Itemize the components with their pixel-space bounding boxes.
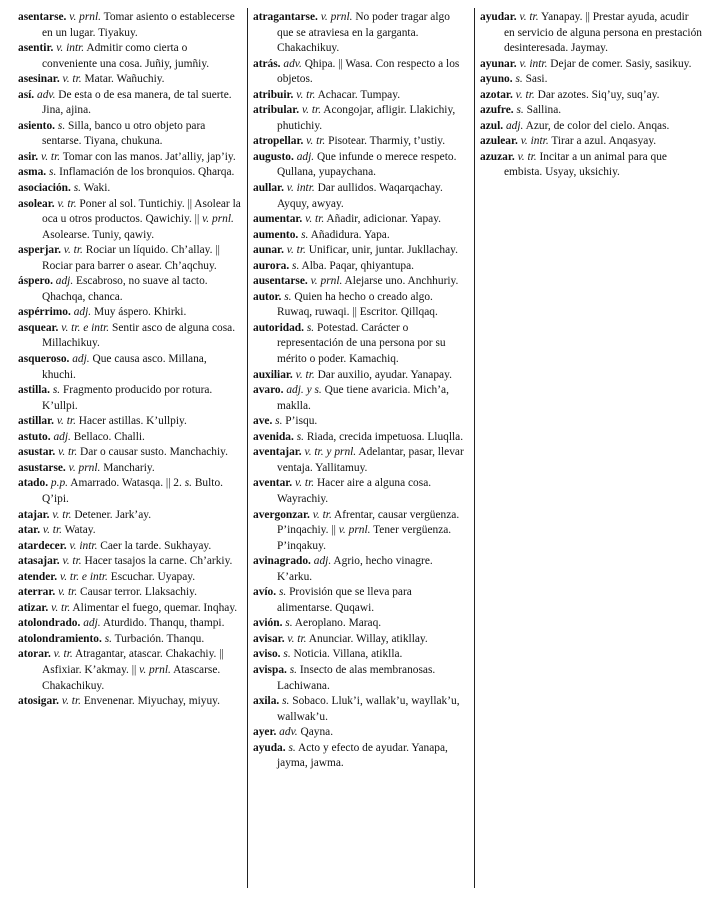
definition-text: Que causa asco. Millana, khuchi. xyxy=(42,353,207,381)
headword: atorar. xyxy=(18,648,51,661)
dictionary-entry xyxy=(18,632,242,648)
grammar-tag: adj. xyxy=(505,119,524,132)
headword: aullar. xyxy=(253,182,284,195)
grammar-tag: v. tr. xyxy=(57,197,77,210)
grammar-tag: s. xyxy=(306,321,315,334)
grammar-tag: adv. xyxy=(37,88,56,101)
definition-text: Hacer aire a alguna cosa. Wayrachiy. xyxy=(277,477,432,505)
definition-text: Asolearse. Tuniy, qawiy. xyxy=(42,228,155,241)
grammar-tag: v. prnl. xyxy=(139,663,171,676)
grammar-tag: v. tr. xyxy=(42,524,62,537)
dictionary-entry xyxy=(253,414,469,430)
grammar-tag: v. tr. xyxy=(305,213,325,226)
definition-text: De esta o de esa manera, de tal suerte. Jina, ajina. xyxy=(42,88,232,117)
headword: asentarse. xyxy=(18,11,67,23)
definition-text: Achacar. Tumpay. xyxy=(315,88,401,101)
dictionary-entry xyxy=(253,274,469,290)
headword: autoridad. xyxy=(253,321,304,334)
headword: atar. xyxy=(18,524,41,537)
definition-text: Bulto. Q’ipi. xyxy=(42,477,223,505)
grammar-tag: v. prnl. xyxy=(69,11,102,23)
dictionary-entry xyxy=(18,383,242,414)
headword: avergonzar. xyxy=(253,508,310,521)
dictionary-entry xyxy=(253,508,469,555)
grammar-tag: s. xyxy=(52,384,61,397)
definition-text: Hacer tasajos la carne. Ch’arkiy. xyxy=(81,555,233,568)
definition-text: Poner al sol. Tuntichiy. || Asolear la oca u otros productos. Qawichiy. || xyxy=(42,197,241,226)
headword: azul. xyxy=(480,119,504,132)
dictionary-entry xyxy=(480,10,702,57)
headword: asesinar. xyxy=(18,73,60,86)
dictionary-entry xyxy=(253,228,469,244)
dictionary-entry xyxy=(480,134,702,150)
headword: avenida. xyxy=(253,430,294,443)
definition-text: Añadidura. Yapa. xyxy=(308,228,390,241)
definition-text: P’isqu. xyxy=(282,415,318,428)
headword: atropellar. xyxy=(253,135,304,148)
headword: aunar. xyxy=(253,244,284,257)
definition-text: Escuchar. Uyapay. xyxy=(107,570,196,583)
definition-text: Quien ha hecho o creado algo. Ruwaq, ruwaqi. || Escritor. Qillqaq. xyxy=(277,290,438,319)
headword: asir. xyxy=(18,150,39,163)
dictionary-entry xyxy=(18,570,242,586)
dictionary-entry xyxy=(253,290,469,321)
dictionary-entry xyxy=(253,554,469,585)
grammar-tag: adj. xyxy=(73,306,92,319)
definition-text: Agrio, hecho vinagre. K’arku. xyxy=(277,555,433,583)
dictionary-entry xyxy=(18,88,242,119)
grammar-tag: v. tr. xyxy=(61,695,81,708)
definition-text: Amarrado. Watasqa. || 2. xyxy=(68,477,185,490)
grammar-tag: v. tr. xyxy=(287,632,307,645)
headword: ayuda. xyxy=(253,741,286,754)
dictionary-entry xyxy=(253,103,469,134)
definition-text: Tirar a azul. Anqasyay. xyxy=(548,135,657,148)
definition-text: Insecto de alas membranosas. Lachiwana. xyxy=(277,663,436,692)
dictionary-entry xyxy=(18,72,242,88)
grammar-tag: v. tr. xyxy=(63,244,83,257)
grammar-tag: v. tr. xyxy=(301,104,322,117)
grammar-tag: s. xyxy=(292,259,300,272)
grammar-tag: v. intr. xyxy=(56,42,85,55)
definition-text: Noticia. Villana, atiklla. xyxy=(290,648,403,661)
definition-text: Bellaco. Challi. xyxy=(70,430,145,443)
headword: así. xyxy=(18,88,35,101)
headword: autor. xyxy=(253,290,282,303)
grammar-tag: v. intr. xyxy=(286,182,315,195)
headword: atrás. xyxy=(253,57,281,70)
definition-text: No poder tragar algo que se atraviesa en la garganta. Chakachikuy. xyxy=(277,11,450,55)
dictionary-entry xyxy=(253,476,469,507)
definition-text: Detener. Jark’ay. xyxy=(71,508,152,521)
dictionary-entry xyxy=(18,601,242,617)
dictionary-entry xyxy=(253,212,469,228)
dictionary-entry xyxy=(18,197,242,244)
dictionary-entry xyxy=(253,150,469,181)
headword: atardecer. xyxy=(18,539,67,552)
headword: atado. xyxy=(18,477,49,490)
definition-text: Dar aullidos. Waqarqachay. Ayquy, awyay. xyxy=(277,182,443,210)
headword: avaro. xyxy=(253,384,284,397)
grammar-tag: adj. xyxy=(313,555,332,568)
column-2 xyxy=(253,10,469,772)
headword: astillar. xyxy=(18,415,54,428)
headword: asustarse. xyxy=(18,461,66,474)
column-divider-1 xyxy=(247,8,248,888)
grammar-tag: adj. xyxy=(296,150,315,163)
dictionary-entry xyxy=(18,150,242,166)
grammar-tag: v. prnl. xyxy=(338,524,371,537)
definition-text: Hacer astillas. K’ullpiy. xyxy=(75,415,187,428)
headword: asustar. xyxy=(18,446,56,459)
dictionary-entry xyxy=(18,616,242,632)
headword: azulear. xyxy=(480,135,518,148)
definition-text: Alejarse uno. Anchhuriy. xyxy=(342,275,459,288)
grammar-tag: s. xyxy=(49,166,57,179)
dictionary-entry xyxy=(18,539,242,555)
grammar-tag: v. tr. xyxy=(62,555,82,568)
headword: ayuno. xyxy=(480,73,513,86)
headword: asquear. xyxy=(18,321,59,334)
dictionary-entry xyxy=(253,383,469,414)
headword: atribuir. xyxy=(253,88,294,101)
grammar-tag: s. xyxy=(296,430,304,443)
definition-text: Incitar a un animal para que embista. Usyay, uksichiy. xyxy=(504,150,667,179)
definition-text: Turbación. Thanqu. xyxy=(112,632,205,645)
definition-text: Atragantar, atascar. Chakachiy. || Asfixiar. K’akmay. || xyxy=(42,648,224,676)
grammar-tag: adj. y s. xyxy=(286,384,322,397)
dictionary-entry xyxy=(18,647,242,694)
definition-text: Azur, de color del cielo. Anqas. xyxy=(523,119,670,132)
dictionary-entry xyxy=(253,725,469,741)
definition-text: Dar azotes. Siq’uy, suq’ay. xyxy=(534,88,660,101)
dictionary-entry xyxy=(18,414,242,430)
headword: astilla. xyxy=(18,384,50,397)
headword: asentir. xyxy=(18,42,54,55)
grammar-tag: v. tr. xyxy=(62,73,82,86)
dictionary-entry xyxy=(18,430,242,446)
headword: ayunar. xyxy=(480,57,517,70)
dictionary-entry xyxy=(480,57,702,73)
headword: avión. xyxy=(253,617,283,630)
dictionary-entry xyxy=(18,523,242,539)
headword: ayudar. xyxy=(480,11,517,23)
definition-text: Alba. Paqar, qhiyantupa. xyxy=(299,259,415,272)
dictionary-entry xyxy=(253,368,469,384)
definition-text: Watay. xyxy=(62,524,96,537)
dictionary-entry xyxy=(18,321,242,352)
headword: aviso. xyxy=(253,648,281,661)
definition-text: Acongojar, afligir. Llakichiy, phutichiy. xyxy=(277,104,456,132)
definition-text: Dejar de comer. Sasiy, sasikuy. xyxy=(547,57,692,70)
headword: atajar. xyxy=(18,508,50,521)
grammar-tag: v. intr. xyxy=(519,57,548,70)
dictionary-entry xyxy=(18,181,242,197)
headword: atender. xyxy=(18,570,58,583)
dictionary-entry xyxy=(18,274,242,305)
definition-text: Manchariy. xyxy=(100,461,155,474)
grammar-tag: v. tr. xyxy=(295,368,315,381)
headword: aumentar. xyxy=(253,213,303,226)
definition-text: Matar. Wañuchiy. xyxy=(81,73,165,86)
grammar-tag: v. tr. xyxy=(517,150,537,163)
grammar-tag: s. xyxy=(282,695,290,708)
grammar-tag: adv. xyxy=(279,726,298,739)
grammar-tag: p.p. xyxy=(50,477,69,490)
definition-text: Afrentar, causar vergüenza. P’inqachiy. || xyxy=(277,508,460,537)
definition-text: Alimentar el fuego, quemar. Inqhay. xyxy=(70,601,238,614)
grammar-tag: v. tr. xyxy=(52,508,72,521)
dictionary-entry xyxy=(18,476,242,507)
grammar-tag: s. xyxy=(301,228,309,241)
grammar-tag: s. xyxy=(516,104,524,117)
dictionary-entry xyxy=(253,647,469,663)
definition-text: Causar terror. Llaksachiy. xyxy=(77,586,197,599)
grammar-tag: v. tr. xyxy=(56,415,76,428)
headword: atolondrado. xyxy=(18,617,81,630)
dictionary-entry xyxy=(18,508,242,524)
headword: atosigar. xyxy=(18,695,60,708)
definition-text: Sallina. xyxy=(523,104,562,117)
grammar-tag: v. tr. xyxy=(286,244,306,257)
dictionary-entry xyxy=(253,585,469,616)
grammar-tag: v. tr. xyxy=(515,88,535,101)
dictionary-entry xyxy=(18,585,242,601)
grammar-tag: v. tr. xyxy=(306,135,326,148)
definition-text: Potestad. Carácter o representación de una persona por su mérito o poder. Kamachiq. xyxy=(277,321,446,366)
definition-text: Acto y efecto de ayudar. Yanapa, jayma, jawma. xyxy=(277,741,448,770)
definition-text: Unificar, unir, juntar. Jukllachay. xyxy=(305,244,458,257)
dictionary-entry xyxy=(18,165,242,181)
dictionary-entry xyxy=(253,134,469,150)
definition-text: Admitir como cierta o conveniente una cosa. Juñiy, jumñiy. xyxy=(42,42,210,70)
grammar-tag: v. prnl. xyxy=(202,213,234,226)
dictionary-entry xyxy=(18,119,242,150)
headword: asolear. xyxy=(18,197,55,210)
grammar-tag: s. xyxy=(275,415,283,428)
headword: aterrar. xyxy=(18,586,56,599)
dictionary-entry xyxy=(253,321,469,368)
definition-text: Rociar un líquido. Ch’allay. || Rociar para barrer o asear. Ch’aqchuy. xyxy=(42,244,220,272)
grammar-tag: v. tr. xyxy=(296,88,316,101)
grammar-tag: v. tr. e intr. xyxy=(61,321,110,334)
headword: áspero. xyxy=(18,275,53,288)
definition-text: Tomar con las manos. Jat’alliy, jap’iy. xyxy=(60,150,236,163)
headword: aventajar. xyxy=(253,446,302,459)
grammar-tag: s. xyxy=(57,119,66,132)
dictionary-entry xyxy=(253,259,469,275)
dictionary-entry xyxy=(480,88,702,104)
grammar-tag: v. tr. xyxy=(53,648,73,661)
grammar-tag: s. xyxy=(184,477,192,490)
headword: aventar. xyxy=(253,477,293,490)
definition-text: Waki. xyxy=(80,182,111,195)
headword: azuzar. xyxy=(480,150,515,163)
grammar-tag: s. xyxy=(515,73,523,86)
definition-text: Inflamación de los bronquios. Qharqa. xyxy=(56,166,235,179)
headword: ausentarse. xyxy=(253,275,308,288)
headword: ave. xyxy=(253,415,273,428)
definition-text: Que infunde o merece respeto. Qullana, yupaychana. xyxy=(277,150,457,179)
definition-text: Provisión que se lleva para alimentarse. Quqawi. xyxy=(277,586,412,614)
headword: avío. xyxy=(253,586,277,599)
grammar-tag: adj. xyxy=(55,275,74,288)
headword: axila. xyxy=(253,695,280,708)
grammar-tag: v. tr. xyxy=(51,601,71,614)
grammar-tag: s. xyxy=(285,617,293,630)
definition-text: Anunciar. Willay, atikllay. xyxy=(306,632,428,645)
headword: aumento. xyxy=(253,228,299,241)
grammar-tag: v. tr. xyxy=(519,11,539,23)
headword: astuto. xyxy=(18,430,51,443)
dictionary-entry xyxy=(253,430,469,446)
dictionary-entry xyxy=(18,41,242,72)
definition-text: Sasi. xyxy=(522,73,548,86)
definition-text: Aturdido. Thanqu, thampi. xyxy=(100,617,225,630)
grammar-tag: s. xyxy=(288,741,296,754)
headword: atasajar. xyxy=(18,555,60,568)
headword: asperjar. xyxy=(18,244,61,257)
definition-text: Caer la tarde. Sukhayay. xyxy=(97,539,212,552)
dictionary-entry xyxy=(18,554,242,570)
headword: avisar. xyxy=(253,632,285,645)
headword: asiento. xyxy=(18,119,56,132)
definition-text: Pisotear. Tharmiy, t’ustiy. xyxy=(325,135,446,148)
column-1 xyxy=(18,10,242,710)
grammar-tag: v. intr. xyxy=(69,539,98,552)
definition-text: Envenenar. Miyuchay, miyuy. xyxy=(80,695,220,708)
grammar-tag: adj. xyxy=(72,353,90,366)
headword: atribular. xyxy=(253,104,300,117)
headword: auxiliar. xyxy=(253,368,293,381)
dictionary-entry xyxy=(253,694,469,725)
grammar-tag: s. xyxy=(104,632,112,645)
dictionary-entry xyxy=(480,72,702,88)
dictionary-entry xyxy=(18,352,242,383)
dictionary-entry xyxy=(480,150,702,181)
dictionary-entry xyxy=(18,10,242,41)
headword: atragantarse. xyxy=(253,11,318,23)
dictionary-entry xyxy=(253,616,469,632)
definition-text: Adelantar, pasar, llevar ventaja. Yallitamuy. xyxy=(277,446,464,474)
grammar-tag: s. xyxy=(283,648,291,661)
definition-text: Escabroso, no suave al tacto. Qhachqa, chanca. xyxy=(42,275,208,303)
definition-text: Sobaco. Lluk’i, wallak’u, wayllak’u, wallwak’u. xyxy=(277,695,460,723)
definition-text: Fragmento producido por rotura. K’ullpi. xyxy=(42,384,213,412)
headword: atolondramiento. xyxy=(18,632,102,645)
definition-text: Sentir asco de alguna cosa. Millachikuy. xyxy=(42,321,236,350)
grammar-tag: v. intr. xyxy=(520,135,549,148)
grammar-tag: v. prnl. xyxy=(68,461,101,474)
definition-text: Riada, crecida impetuosa. Lluqlla. xyxy=(303,430,464,443)
headword: aurora. xyxy=(253,259,290,272)
headword: azufre. xyxy=(480,104,514,117)
grammar-tag: v. tr. xyxy=(295,477,315,490)
headword: atizar. xyxy=(18,601,49,614)
grammar-tag: v. tr. xyxy=(58,446,78,459)
headword: asociación. xyxy=(18,182,71,195)
dictionary-entry xyxy=(253,632,469,648)
definition-text: Muy áspero. Khirki. xyxy=(91,306,187,319)
grammar-tag: v. tr. xyxy=(58,586,78,599)
dictionary-entry xyxy=(253,181,469,212)
dictionary-entry xyxy=(253,741,469,772)
grammar-tag: s. xyxy=(289,663,298,676)
grammar-tag: adv. xyxy=(283,57,302,70)
headword: asma. xyxy=(18,166,47,179)
grammar-tag: s. xyxy=(278,586,287,599)
headword: ayer. xyxy=(253,726,277,739)
definition-text: Aeroplano. Maraq. xyxy=(292,617,382,630)
dictionary-entry xyxy=(253,663,469,694)
grammar-tag: v. tr. y prnl. xyxy=(304,446,357,459)
dictionary-entry xyxy=(18,243,242,274)
headword: asqueroso. xyxy=(18,353,70,366)
headword: augusto. xyxy=(253,150,294,163)
headword: azotar. xyxy=(480,88,513,101)
dictionary-entry xyxy=(480,119,702,135)
definition-text: Dar o causar susto. Manchachiy. xyxy=(77,446,228,459)
grammar-tag: v. tr. e intr. xyxy=(60,570,108,583)
dictionary-entry xyxy=(18,305,242,321)
dictionary-entry xyxy=(18,461,242,477)
grammar-tag: v. tr. xyxy=(312,508,332,521)
headword: aspérrimo. xyxy=(18,306,71,319)
definition-text: Tomar asiento o establecerse en un lugar. Tiyakuy. xyxy=(42,11,235,39)
grammar-tag: adj. xyxy=(83,617,101,630)
dictionary-entry xyxy=(253,88,469,104)
dictionary-entry xyxy=(480,103,702,119)
grammar-tag: s. xyxy=(284,290,292,303)
definition-text: Qayna. xyxy=(297,726,334,739)
grammar-tag: adj. xyxy=(53,430,71,443)
grammar-tag: v. prnl. xyxy=(310,275,343,288)
definition-text: Qhipa. || Wasa. Con respecto a los objetos. xyxy=(277,57,460,86)
definition-text: Silla, banco u otro objeto para sentarse. Tiyana, chukuna. xyxy=(42,119,206,148)
column-3 xyxy=(480,10,702,181)
grammar-tag: v. prnl. xyxy=(320,11,353,23)
definition-text: Dar auxilio, ayudar. Yanapay. xyxy=(314,368,452,381)
definition-text: Añadir, adicionar. Yapay. xyxy=(324,213,442,226)
definition-text: Que tiene avaricia. Mich’a, maklla. xyxy=(277,384,449,412)
grammar-tag: v. tr. xyxy=(41,150,61,163)
headword: avispa. xyxy=(253,663,287,676)
dictionary-entry xyxy=(253,57,469,88)
dictionary-entry xyxy=(18,445,242,461)
grammar-tag: s. xyxy=(73,182,81,195)
headword: avinagrado. xyxy=(253,555,311,568)
definition-text: Yanapay. || Prestar ayuda, acudir en servicio de alguna persona en prestación desinteresada. Jaymay. xyxy=(504,11,702,55)
dictionary-entry xyxy=(253,243,469,259)
definition-text: Atascarse. Chakachikuy. xyxy=(42,663,221,692)
dictionary-entry xyxy=(253,10,469,57)
dictionary-entry xyxy=(18,694,242,710)
definition-text: Tener vergüenza. P’inqakuy. xyxy=(277,524,452,552)
dictionary-entry xyxy=(253,445,469,476)
column-divider-2 xyxy=(474,8,475,888)
